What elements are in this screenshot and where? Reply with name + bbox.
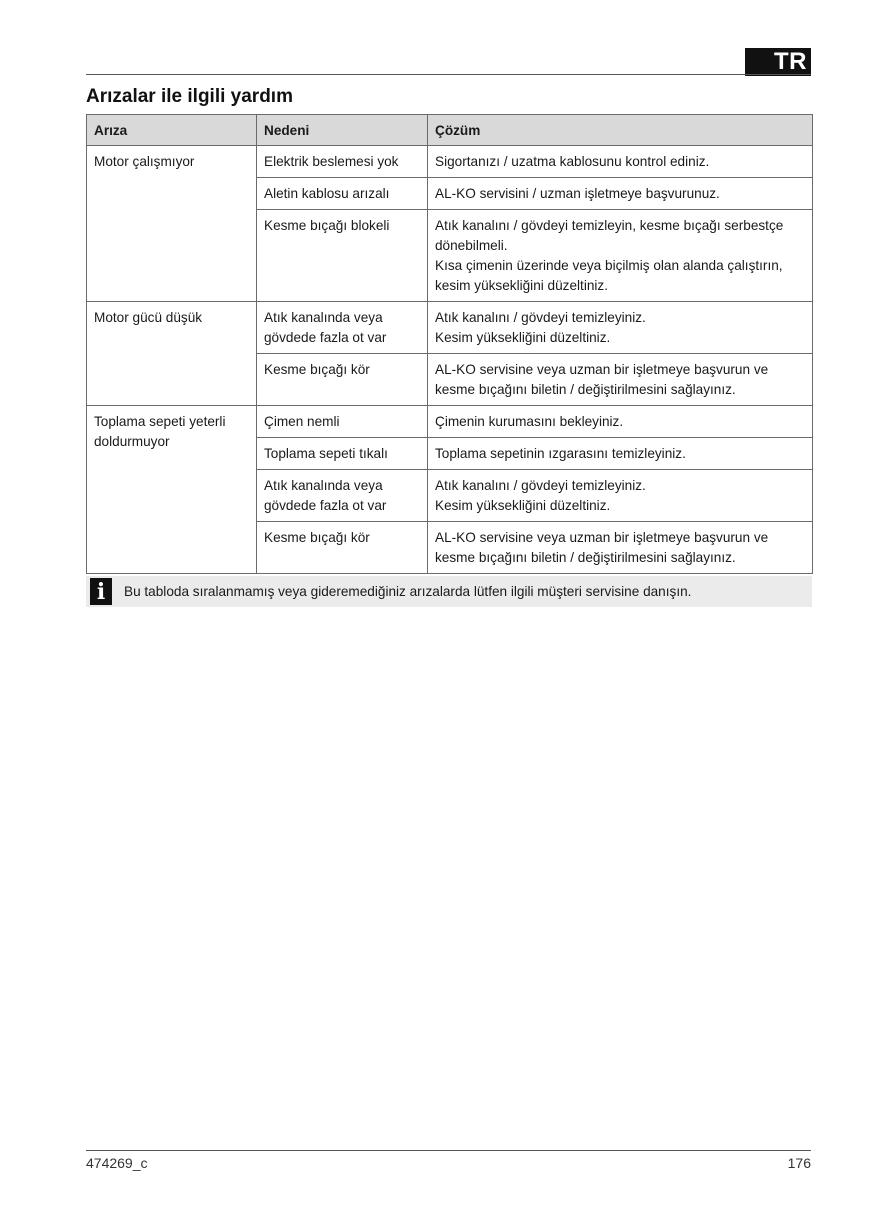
column-header-cause: Nedeni bbox=[257, 115, 428, 146]
cause-cell: Kesme bıçağı kör bbox=[257, 522, 428, 574]
solution-cell: AL-KO servisine veya uzman bir işletmeye başvurun ve kesme bıçağını biletin / değiştirilmesini sağlayınız. bbox=[428, 354, 813, 406]
section-title: Arızalar ile ilgili yardım bbox=[86, 86, 293, 107]
cause-cell: Kesme bıçağı blokeli bbox=[257, 210, 428, 302]
bottom-divider bbox=[86, 1150, 811, 1151]
column-header-fault: Arıza bbox=[87, 115, 257, 146]
solution-cell: Sigortanızı / uzatma kablosunu kontrol ediniz. bbox=[428, 146, 813, 178]
solution-cell: Atık kanalını / gövdeyi temizleyiniz. Kesim yüksekliğini düzeltiniz. bbox=[428, 470, 813, 522]
table-header-row bbox=[87, 115, 813, 146]
page-number: 176 bbox=[787, 1155, 811, 1171]
fault-cell: Motor çalışmıyor bbox=[87, 146, 257, 302]
cause-cell: Aletin kablosu arızalı bbox=[257, 178, 428, 210]
info-icon: i bbox=[90, 578, 112, 605]
table-row bbox=[87, 302, 813, 354]
solution-cell: Çimenin kurumasını bekleyiniz. bbox=[428, 406, 813, 438]
document-number: 474269_c bbox=[86, 1155, 148, 1171]
troubleshooting-table bbox=[86, 114, 813, 574]
language-code: TR bbox=[774, 48, 807, 75]
table-row bbox=[87, 406, 813, 438]
table-row bbox=[87, 146, 813, 178]
language-badge bbox=[745, 48, 811, 76]
cause-cell: Atık kanalında veya gövdede fazla ot var bbox=[257, 302, 428, 354]
solution-cell: Toplama sepetinin ızgarasını temizleyiniz. bbox=[428, 438, 813, 470]
solution-cell: Atık kanalını / gövdeyi temizleyiniz. Kesim yüksekliğini düzeltiniz. bbox=[428, 302, 813, 354]
fault-cell: Motor gücü düşük bbox=[87, 302, 257, 406]
cause-cell: Atık kanalında veya gövdede fazla ot var bbox=[257, 470, 428, 522]
fault-cell: Toplama sepeti yeterli doldurmuyor bbox=[87, 406, 257, 574]
table-body bbox=[87, 146, 813, 574]
top-divider bbox=[86, 74, 811, 75]
info-note bbox=[86, 576, 812, 607]
cause-cell: Elektrik beslemesi yok bbox=[257, 146, 428, 178]
info-note-text: Bu tabloda sıralanmamış veya gideremediğiniz arızalarda lütfen ilgili müşteri servisine danışın. bbox=[124, 584, 692, 599]
solution-cell: Atık kanalını / gövdeyi temizleyin, kesme bıçağı serbestçe dönebilmeli. Kısa çimenin üzerinde veya biçilmiş olan alanda çalıştırın, kesim yüksekliğini düzeltiniz. bbox=[428, 210, 813, 302]
solution-cell: AL-KO servisini / uzman işletmeye başvurunuz. bbox=[428, 178, 813, 210]
cause-cell: Kesme bıçağı kör bbox=[257, 354, 428, 406]
solution-cell: AL-KO servisine veya uzman bir işletmeye başvurun ve kesme bıçağını biletin / değiştirilmesini sağlayınız. bbox=[428, 522, 813, 574]
column-header-solution: Çözüm bbox=[428, 115, 813, 146]
cause-cell: Çimen nemli bbox=[257, 406, 428, 438]
cause-cell: Toplama sepeti tıkalı bbox=[257, 438, 428, 470]
